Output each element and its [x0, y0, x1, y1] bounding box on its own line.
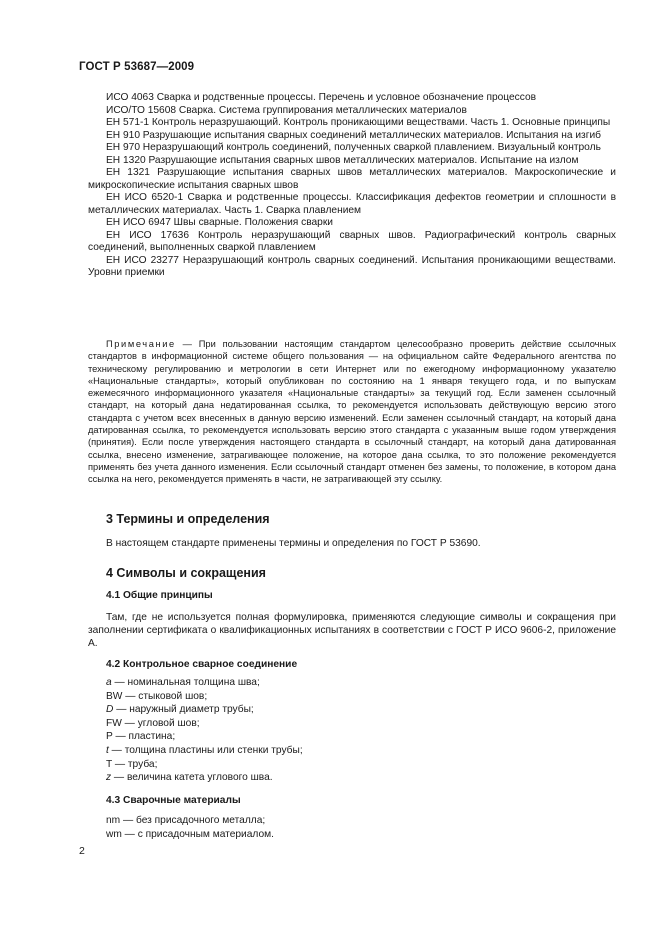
symbol: T	[106, 758, 113, 770]
subsection-4-3-title: 4.3 Сварочные материалы	[106, 795, 241, 806]
reference-item: ИСО/ТО 15608 Сварка. Система группирования металлических материалов	[106, 104, 467, 116]
symbol-item	[106, 690, 303, 704]
subsection-4-2-title: 4.2 Контрольное сварное соединение	[106, 659, 298, 670]
symbol: wm	[106, 828, 122, 840]
symbol-item	[106, 730, 303, 744]
reference-item: ЕН 571-1 Контроль неразрушающий. Контроль проникающими веществами. Часть 1. Основные принципы	[106, 117, 611, 128]
section-3-text: В настоящем стандарте применены термины и определения по ГОСТ Р 53690.	[106, 538, 481, 549]
symbol-description: — величина катета углового шва.	[111, 772, 273, 784]
symbol-item	[106, 814, 274, 828]
consumables-symbols-list	[106, 814, 274, 841]
page-number: 2	[79, 845, 85, 857]
symbol: t	[106, 744, 109, 756]
reference-item: ЕН ИСО 6520-1 Сварка и родственные процессы. Классификация дефектов геометрии и сплошности в металлических материалах. Часть 1. Сварка плавлением	[88, 192, 616, 216]
symbol-item	[106, 703, 303, 717]
section-3-title: 3 Термины и определения	[106, 512, 270, 526]
symbol-description: — без присадочного металла;	[120, 815, 266, 826]
symbol-description: — наружный диаметр трубы;	[113, 704, 254, 716]
symbol-description: — угловой шов;	[121, 717, 200, 729]
note-label: Примечание	[106, 339, 176, 349]
reference-item: ЕН 910 Разрушающие испытания сварных соединений металлических материалов. Испытания на изгиб	[106, 129, 601, 141]
symbol-description: — труба;	[112, 758, 158, 770]
subsection-4-1-title: 4.1 Общие принципы	[106, 590, 213, 601]
symbol-item	[106, 744, 303, 758]
subsection-4-1-text: Там, где не используется полная формулировка, применяются следующие символы и сокращения при заполнении сертификата о квалификационных испытаниях в соответствии с ГОСТ Р ИСО 9606-2, приложение А.	[88, 612, 616, 649]
symbol-description: — толщина пластины или стенки трубы;	[108, 744, 303, 756]
note-text: — При пользовании настоящим стандартом целесообразно проверить действие ссылочных стандартов в информационной системе общего пользования — на официальном сайте Федерального агентства по техническому регулированию и метрологии в сети Интернет или по ежегодному информационному указателю «Национальные стандарты», который опубликован по состоянию на 1 января текущего года, и по выпускам ежемесячного информационного указателя «Национальные стандарты» за текущий год. Если заменен ссылочный стандарт, на который дана недатированная ссылка, то рекомендуется использовать действующую версию этого стандарта с учетом всех внесенных в данную версию изменений. Если заменен ссылочный стандарт, на который дана датированная ссылка, то рекомендуется использовать версию этого стандарта с указанным выше годом утверждения (принятия). Если после утверждения настоящего стандарта в ссылочный стандарт, на который дана датированная ссылка, внесено изменение, затрагивающее положение, на которое дана ссылка, то это положение рекомендуется применять без учета данного изменения. Если ссылочный стандарт отменен без замены, то положение, в котором дана ссылка на него, рекомендуется применять в части, не затрагивающей эту ссылку.	[88, 339, 616, 485]
normative-references-list	[88, 92, 616, 280]
reference-item: ЕН 970 Неразрушающий контроль соединений, полученных сваркой плавлением. Визуальный контроль	[106, 142, 601, 153]
document-header: ГОСТ Р 53687—2009	[79, 61, 195, 73]
symbol-item	[106, 676, 303, 690]
reference-item: ЕН ИСО 6947 Швы сварные. Положения сварки	[106, 217, 333, 228]
symbol-description: — номинальная толщина шва;	[111, 677, 260, 688]
reference-item: ЕН 1320 Разрушающие испытания сварных швов металлических материалов. Испытание на излом	[106, 154, 579, 166]
symbol: BW	[106, 690, 123, 702]
symbol-description: — стыковой шов;	[122, 690, 208, 702]
symbol-description: — с присадочным материалом.	[121, 828, 274, 840]
symbol: a	[106, 677, 112, 688]
symbol-item	[106, 717, 303, 731]
reference-item: ЕН ИСО 17636 Контроль неразрушающий сварных швов. Радиографический контроль сварных соединений, выполненных сваркой плавлением	[88, 229, 616, 253]
symbol: P	[106, 731, 113, 743]
test-joint-symbols-list	[106, 676, 303, 785]
reference-item: ИСО 4063 Сварка и родственные процессы. Перечень и условное обозначение процессов	[106, 92, 537, 103]
symbol: z	[106, 772, 112, 784]
symbol-description: — пластина;	[112, 731, 176, 743]
symbol: D	[106, 704, 114, 716]
symbol-item	[106, 771, 303, 785]
symbol: FW	[106, 717, 122, 729]
section-4-title: 4 Символы и сокращения	[106, 566, 266, 580]
reference-item: ЕН 1321 Разрушающие испытания сварных швов металлических материалов. Макроскопические и микроскопические испытания сварных швов	[88, 167, 616, 191]
note-paragraph	[88, 338, 616, 486]
symbol-item	[106, 758, 303, 772]
symbol-item	[106, 828, 274, 842]
symbol: nm	[106, 815, 121, 826]
reference-item: ЕН ИСО 23277 Неразрушающий контроль сварных соединений. Испытания проникающими веществами. Уровни приемки	[88, 254, 616, 278]
